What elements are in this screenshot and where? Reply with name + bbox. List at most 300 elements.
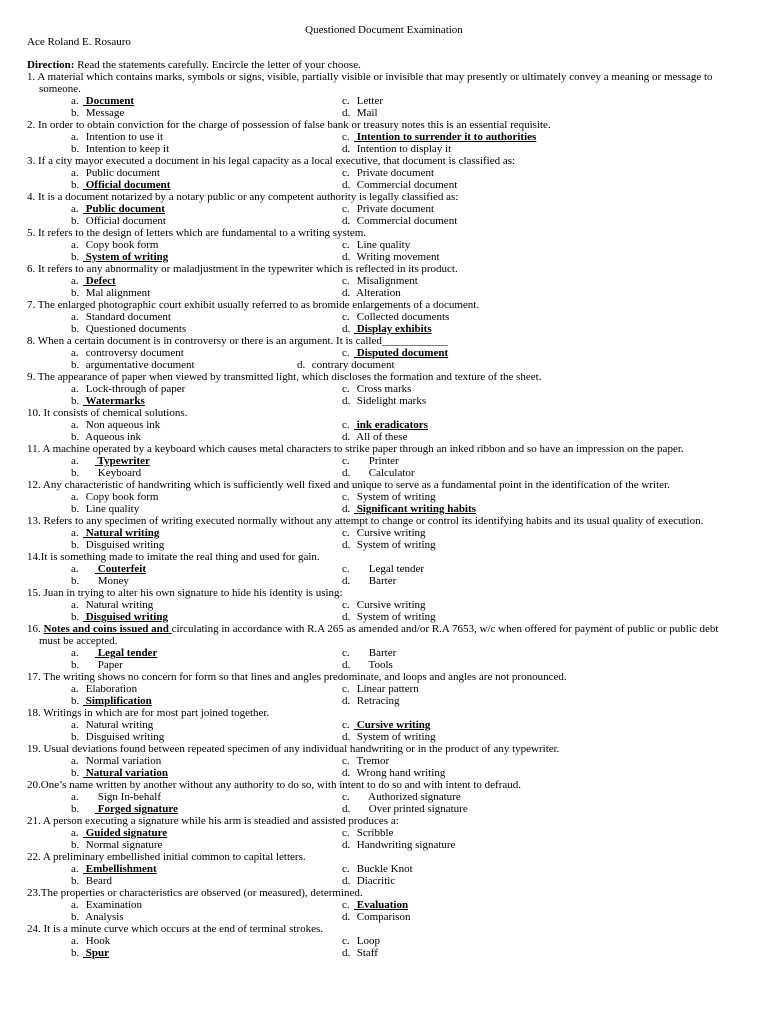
question-item xyxy=(27,479,767,515)
direction-line xyxy=(27,59,361,71)
choice-letter: d. xyxy=(342,431,351,443)
choice-text: Private document xyxy=(354,167,435,179)
choice-c[interactable] xyxy=(342,719,430,731)
choice-letter: d. xyxy=(342,215,351,227)
choice-text: System of writing xyxy=(83,251,169,263)
choice-text: Couterfeit xyxy=(95,563,147,575)
choice-text: Copy book form xyxy=(83,239,159,251)
choice-text: controversy document xyxy=(83,347,184,359)
choice-b[interactable] xyxy=(71,467,141,479)
choice-text: Official document xyxy=(83,179,171,191)
choice-text: Sign In-behalf xyxy=(95,791,161,803)
choice-text: Keyboard xyxy=(95,467,142,479)
choice-a[interactable] xyxy=(71,239,158,251)
choice-text: Line quality xyxy=(354,239,411,251)
choice-letter: a. xyxy=(71,95,79,107)
choice-d[interactable] xyxy=(342,659,393,671)
choice-d[interactable] xyxy=(342,143,451,155)
choice-text: Hook xyxy=(83,935,111,947)
choice-letter: a. xyxy=(71,827,79,839)
choice-letter: d. xyxy=(342,287,351,299)
question-stem: 15. Juan in trying to alter his own signature to hide his identity is using: xyxy=(27,587,343,599)
choice-c[interactable] xyxy=(342,167,434,179)
choice-b[interactable] xyxy=(71,839,162,851)
choice-letter: a. xyxy=(71,791,79,803)
question-stem: 8. When a certain document is in controversy or there is an argument. It is called____________ xyxy=(27,335,448,347)
choice-d[interactable] xyxy=(342,839,455,851)
choice-a[interactable] xyxy=(71,347,184,359)
question-stem: 1. A material which contains marks, symbols or signs, visible, partially visible or invisible that may presently or ultimately convey a meaning or message to someone. xyxy=(27,71,713,95)
question-stem: 5. It refers to the design of letters which are fundamental to a writing system. xyxy=(27,227,367,239)
choice-letter: b. xyxy=(71,107,80,119)
choice-text: Paper xyxy=(95,659,123,671)
choice-a[interactable] xyxy=(71,683,137,695)
choice-letter: d. xyxy=(342,539,351,551)
choice-b[interactable] xyxy=(71,731,164,743)
choice-text: Intention to display it xyxy=(354,143,452,155)
question-stem: 11. A machine operated by a keyboard which causes metal characters to strike paper through an inked ribbon and so have an impression on the paper. xyxy=(27,443,684,455)
choice-a[interactable] xyxy=(71,599,153,611)
choice-letter: a. xyxy=(71,311,79,323)
choice-c[interactable] xyxy=(342,347,448,359)
choice-text: Guided signature xyxy=(83,827,168,839)
choice-text: Disguised writing xyxy=(83,539,165,551)
choice-d[interactable] xyxy=(342,803,468,815)
question-stem xyxy=(27,623,739,647)
choice-text: Cursive writing xyxy=(354,527,426,539)
choice-letter: c. xyxy=(342,563,350,575)
choice-d[interactable] xyxy=(342,947,378,959)
choice-text: Cross marks xyxy=(354,383,412,395)
question-item xyxy=(27,155,767,191)
choice-text: Display exhibits xyxy=(354,323,432,335)
choice-b[interactable] xyxy=(71,143,169,155)
choice-letter: a. xyxy=(71,719,79,731)
choice-d[interactable] xyxy=(342,107,378,119)
choice-letter: c. xyxy=(342,755,350,767)
choice-c[interactable] xyxy=(342,647,396,659)
choice-text: Calculator xyxy=(366,467,415,479)
choice-letter: d. xyxy=(342,767,351,779)
choice-b[interactable] xyxy=(71,947,109,959)
choice-letter: c. xyxy=(342,203,350,215)
choice-letter: a. xyxy=(71,131,79,143)
choice-c[interactable] xyxy=(342,275,418,287)
choice-letter: a. xyxy=(71,935,79,947)
choice-letter: b. xyxy=(71,395,80,407)
choice-letter: a. xyxy=(71,527,79,539)
choice-b[interactable] xyxy=(71,287,150,299)
choice-d[interactable] xyxy=(342,875,395,887)
choice-letter: d. xyxy=(342,659,351,671)
choice-letter: b. xyxy=(71,767,80,779)
student-name: Ace Roland E. Rosauro xyxy=(27,36,131,48)
choice-letter: d. xyxy=(342,875,351,887)
question-stem: 4. It is a document notarized by a notary public or any competent authority is legally classified as: xyxy=(27,191,459,203)
choice-text: System of writing xyxy=(354,611,436,623)
choice-b[interactable] xyxy=(71,803,178,815)
choice-text: Line quality xyxy=(83,503,140,515)
question-item xyxy=(27,707,767,743)
choice-text: Public document xyxy=(83,203,165,215)
choice-a[interactable] xyxy=(71,311,171,323)
choice-letter: b. xyxy=(71,323,80,335)
choice-text: Retracing xyxy=(354,695,400,707)
choice-text: Commercial document xyxy=(354,179,458,191)
choice-b[interactable] xyxy=(71,251,168,263)
choice-letter: d. xyxy=(297,359,306,371)
choice-text: Writing movement xyxy=(354,251,440,263)
choice-d[interactable] xyxy=(342,323,432,335)
choice-c[interactable] xyxy=(342,311,449,323)
choice-d[interactable] xyxy=(297,359,395,371)
choice-text: Barter xyxy=(366,647,397,659)
choice-letter: a. xyxy=(71,419,79,431)
choice-c[interactable] xyxy=(342,863,413,875)
choice-d[interactable] xyxy=(342,695,400,707)
choice-text: Tools xyxy=(366,659,393,671)
choice-letter: a. xyxy=(71,863,79,875)
choice-letter: c. xyxy=(342,419,350,431)
choice-b[interactable] xyxy=(71,659,123,671)
question-item xyxy=(27,443,767,479)
question-stem: 23.The properties or characteristics are observed (or measured), determined. xyxy=(27,887,363,899)
choice-d[interactable] xyxy=(342,179,457,191)
choice-text: argumentative document xyxy=(83,359,195,371)
choice-text: Authorized signature xyxy=(366,791,461,803)
choice-letter: d. xyxy=(342,947,351,959)
choice-text: Barter xyxy=(366,575,397,587)
choice-d[interactable] xyxy=(342,467,415,479)
choice-text: All of these xyxy=(354,431,408,443)
choice-letter: a. xyxy=(71,167,79,179)
choice-text: Legal tender xyxy=(95,647,158,659)
choice-c[interactable] xyxy=(342,455,399,467)
choice-text: Standard document xyxy=(83,311,171,323)
question-stem: 7. The enlarged photographic court exhibit usually referred to as bromide enlargements of a document. xyxy=(27,299,480,311)
choice-a[interactable] xyxy=(71,527,159,539)
choice-a[interactable] xyxy=(71,383,185,395)
choice-text: Simplification xyxy=(83,695,152,707)
choice-letter: c. xyxy=(342,311,350,323)
question-stem: 22. A preliminary embellished initial common to capital letters. xyxy=(27,851,306,863)
choice-letter: a. xyxy=(71,563,79,575)
choice-b[interactable] xyxy=(71,611,168,623)
choice-d[interactable] xyxy=(342,287,401,299)
question-stem-emphasis: Notes and coins issued and xyxy=(43,623,172,635)
choice-letter: c. xyxy=(342,167,350,179)
question-stem: 3. If a city mayor executed a document in his legal capacity as a local executive, that document is classified as: xyxy=(27,155,516,167)
choice-text: Natural writing xyxy=(83,719,154,731)
question-item xyxy=(27,923,767,959)
choice-d[interactable] xyxy=(342,575,396,587)
choice-text: ink eradicators xyxy=(354,419,428,431)
choice-c[interactable] xyxy=(342,419,428,431)
choice-b[interactable] xyxy=(71,503,139,515)
choice-text: Disguised writing xyxy=(83,611,168,623)
choice-letter: c. xyxy=(342,647,350,659)
choice-d[interactable] xyxy=(342,215,457,227)
choice-d[interactable] xyxy=(342,251,440,263)
choice-text: Money xyxy=(95,575,129,587)
choice-d[interactable] xyxy=(342,611,436,623)
choice-text: Private document xyxy=(354,203,435,215)
choice-text: Embellishment xyxy=(83,863,157,875)
question-stem: 17. The writing shows no concern for form so that lines and angles predominate, and loops and angles are not pronounced. xyxy=(27,671,567,683)
choice-letter: b. xyxy=(71,875,80,887)
choice-b[interactable] xyxy=(71,215,166,227)
choice-a[interactable] xyxy=(71,203,165,215)
choice-a[interactable] xyxy=(71,647,157,659)
choice-letter: b. xyxy=(71,359,80,371)
question-item xyxy=(27,335,767,371)
choice-b[interactable] xyxy=(71,911,124,923)
question-item xyxy=(27,623,767,671)
question-stem: 10. It consists of chemical solutions. xyxy=(27,407,188,419)
choice-text: Intention to use it xyxy=(83,131,164,143)
choice-b[interactable] xyxy=(71,575,129,587)
choice-letter: d. xyxy=(342,251,351,263)
choice-letter: b. xyxy=(71,143,80,155)
question-stem: 2. In order to obtain conviction for the charge of possession of false bank or treasury notes this is an essential requisite. xyxy=(27,119,551,131)
choice-text: Disputed document xyxy=(354,347,449,359)
choice-c[interactable] xyxy=(342,203,434,215)
choice-text: Misalignment xyxy=(354,275,418,287)
choice-a[interactable] xyxy=(71,275,116,287)
choice-letter: d. xyxy=(342,803,351,815)
question-stem: 20.One’s name written by another without any authority to do so, with intent to do so and with intent to defraud. xyxy=(27,779,522,791)
choice-letter: c. xyxy=(342,683,350,695)
question-stem: 13. Refers to any specimen of writing executed normally without any attempt to change or control its identifying habits and its usual quality of execution. xyxy=(27,515,704,527)
choice-b[interactable] xyxy=(71,323,186,335)
choice-letter: b. xyxy=(71,431,80,443)
question-stem: 18. Writings in which are for most part joined together. xyxy=(27,707,270,719)
choice-b[interactable] xyxy=(71,179,170,191)
choice-text: Aqueous ink xyxy=(83,431,142,443)
direction-label: Direction: xyxy=(27,59,75,71)
choice-text: Comparison xyxy=(354,911,411,923)
choice-b[interactable] xyxy=(71,359,195,371)
question-stem: 14.It is something made to imitate the real thing and used for gain. xyxy=(27,551,320,563)
choice-text: Natural writing xyxy=(83,599,154,611)
choice-text: Lock-through of paper xyxy=(83,383,186,395)
choice-text: Scribble xyxy=(354,827,394,839)
choice-text: Tremor xyxy=(354,755,390,767)
choice-a[interactable] xyxy=(71,935,110,947)
choice-c[interactable] xyxy=(342,899,408,911)
choice-letter: d. xyxy=(342,323,351,335)
choice-d[interactable] xyxy=(342,767,445,779)
choice-d[interactable] xyxy=(342,503,476,515)
choice-letter: b. xyxy=(71,659,80,671)
choice-b[interactable] xyxy=(71,875,112,887)
choice-text: Public document xyxy=(83,167,160,179)
choice-c[interactable] xyxy=(342,935,380,947)
question-list xyxy=(27,71,767,959)
choice-text: Cursive writing xyxy=(354,599,426,611)
question-stem: 6. It refers to any abnormality or maladjustment in the typewriter which is reflected in its product. xyxy=(27,263,458,275)
choice-text: Copy book form xyxy=(83,491,159,503)
choice-text: Legal tender xyxy=(366,563,425,575)
choice-letter: a. xyxy=(71,347,79,359)
choice-letter: c. xyxy=(342,599,350,611)
choice-a[interactable] xyxy=(71,899,142,911)
choice-letter: c. xyxy=(342,899,350,911)
choice-letter: c. xyxy=(342,527,350,539)
choice-letter: d. xyxy=(342,503,351,515)
choice-d[interactable] xyxy=(342,731,436,743)
choice-letter: c. xyxy=(342,935,350,947)
choice-a[interactable] xyxy=(71,491,158,503)
question-item xyxy=(27,779,767,815)
choice-c[interactable] xyxy=(342,683,419,695)
choice-letter: a. xyxy=(71,203,79,215)
choice-text: Commercial document xyxy=(354,215,458,227)
choice-text: Examination xyxy=(83,899,142,911)
question-item xyxy=(27,263,767,299)
question-item xyxy=(27,887,767,923)
question-item xyxy=(27,119,767,155)
choice-letter: b. xyxy=(71,695,80,707)
choice-d[interactable] xyxy=(342,431,407,443)
choice-text: Beard xyxy=(83,875,113,887)
question-stem: 12. Any characteristic of handwriting which is sufficiently well fixed and unique to serve as a fundamental point in the identification of the writer. xyxy=(27,479,670,491)
choice-letter: d. xyxy=(342,695,351,707)
choice-letter: b. xyxy=(71,179,80,191)
choice-text: Significant writing habits xyxy=(354,503,476,515)
choice-b[interactable] xyxy=(71,431,141,443)
choice-text: Defect xyxy=(83,275,116,287)
choice-letter: a. xyxy=(71,275,79,287)
choice-letter: d. xyxy=(342,911,351,923)
choice-c[interactable] xyxy=(342,791,461,803)
choice-text: Natural writing xyxy=(83,527,160,539)
choice-c[interactable] xyxy=(342,239,410,251)
choice-letter: c. xyxy=(342,383,350,395)
choice-letter: b. xyxy=(71,575,80,587)
choice-c[interactable] xyxy=(342,827,393,839)
choice-d[interactable] xyxy=(342,539,436,551)
choice-b[interactable] xyxy=(71,107,124,119)
question-item xyxy=(27,743,767,779)
choice-c[interactable] xyxy=(342,383,411,395)
choice-letter: b. xyxy=(71,467,80,479)
choice-letter: a. xyxy=(71,455,79,467)
choice-a[interactable] xyxy=(71,863,157,875)
question-stem: 9. The appearance of paper when viewed by transmitted light, which discloses the formation and texture of the sheet. xyxy=(27,371,542,383)
choice-c[interactable] xyxy=(342,527,426,539)
choice-letter: d. xyxy=(342,611,351,623)
choice-text: Typewriter xyxy=(95,455,150,467)
choice-text: Mal alignment xyxy=(83,287,151,299)
choice-a[interactable] xyxy=(71,455,150,467)
choice-text: Diacritic xyxy=(354,875,396,887)
choice-letter: b. xyxy=(71,215,80,227)
choice-letter: b. xyxy=(71,287,80,299)
choice-d[interactable] xyxy=(342,395,426,407)
question-item xyxy=(27,671,767,707)
choice-letter: c. xyxy=(342,131,350,143)
choice-c[interactable] xyxy=(342,491,436,503)
choice-a[interactable] xyxy=(71,131,163,143)
choice-text: Normal signature xyxy=(83,839,163,851)
choice-letter: d. xyxy=(342,731,351,743)
choice-a[interactable] xyxy=(71,419,160,431)
choice-text: Elaboration xyxy=(83,683,138,695)
choice-a[interactable] xyxy=(71,827,167,839)
choice-a[interactable] xyxy=(71,791,161,803)
choice-letter: b. xyxy=(71,611,80,623)
choice-text: Buckle Knot xyxy=(354,863,413,875)
choice-text: Alteration xyxy=(354,287,401,299)
choice-letter: c. xyxy=(342,827,350,839)
choice-letter: c. xyxy=(342,719,350,731)
choice-c[interactable] xyxy=(342,599,426,611)
choice-d[interactable] xyxy=(342,911,411,923)
choice-letter: a. xyxy=(71,599,79,611)
direction-text: Read the statements carefully. Encircle the letter of your choose. xyxy=(74,59,361,71)
choice-text: Handwriting signature xyxy=(354,839,456,851)
question-stem: 21. A person executing a signature while his arm is steadied and assisted produces a: xyxy=(27,815,399,827)
choice-a[interactable] xyxy=(71,563,146,575)
choice-letter: c. xyxy=(342,347,350,359)
choice-c[interactable] xyxy=(342,131,536,143)
question-stem-prefix: 16. xyxy=(27,623,44,635)
choice-b[interactable] xyxy=(71,395,145,407)
choice-text: System of writing xyxy=(354,731,436,743)
choice-a[interactable] xyxy=(71,755,161,767)
choice-b[interactable] xyxy=(71,767,168,779)
choice-letter: d. xyxy=(342,179,351,191)
choice-letter: a. xyxy=(71,683,79,695)
choice-letter: b. xyxy=(71,731,80,743)
choice-c[interactable] xyxy=(342,755,389,767)
choice-letter: d. xyxy=(342,575,351,587)
choice-letter: b. xyxy=(71,947,80,959)
question-item xyxy=(27,815,767,851)
choice-text: Intention to keep it xyxy=(83,143,170,155)
choice-c[interactable] xyxy=(342,95,383,107)
choice-text: Official document xyxy=(83,215,166,227)
choice-a[interactable] xyxy=(71,95,134,107)
choice-letter: d. xyxy=(342,839,351,851)
choice-a[interactable] xyxy=(71,719,153,731)
choice-b[interactable] xyxy=(71,695,152,707)
choice-text: Loop xyxy=(354,935,380,947)
choice-text: Watermarks xyxy=(83,395,145,407)
choice-a[interactable] xyxy=(71,167,160,179)
choice-text: Disguised writing xyxy=(83,731,165,743)
choice-letter: c. xyxy=(342,455,350,467)
choice-text: Linear pattern xyxy=(354,683,419,695)
question-item xyxy=(27,371,767,407)
choice-text: Natural variation xyxy=(83,767,168,779)
choice-letter: b. xyxy=(71,503,80,515)
choice-letter: a. xyxy=(71,647,79,659)
question-item xyxy=(27,407,767,443)
choice-c[interactable] xyxy=(342,563,424,575)
choice-letter: a. xyxy=(71,899,79,911)
choice-text: Forged signature xyxy=(95,803,178,815)
question-stem: 19. Usual deviations found between repeated specimen of any individual handwriting or in the product of any typewriter. xyxy=(27,743,560,755)
question-stem: 24. It is a minute curve which occurs at the end of terminal strokes. xyxy=(27,923,323,935)
choice-letter: b. xyxy=(71,911,80,923)
choice-letter: c. xyxy=(342,239,350,251)
choice-b[interactable] xyxy=(71,539,164,551)
choice-text: Analysis xyxy=(83,911,124,923)
choice-letter: c. xyxy=(342,491,350,503)
question-item xyxy=(27,299,767,335)
